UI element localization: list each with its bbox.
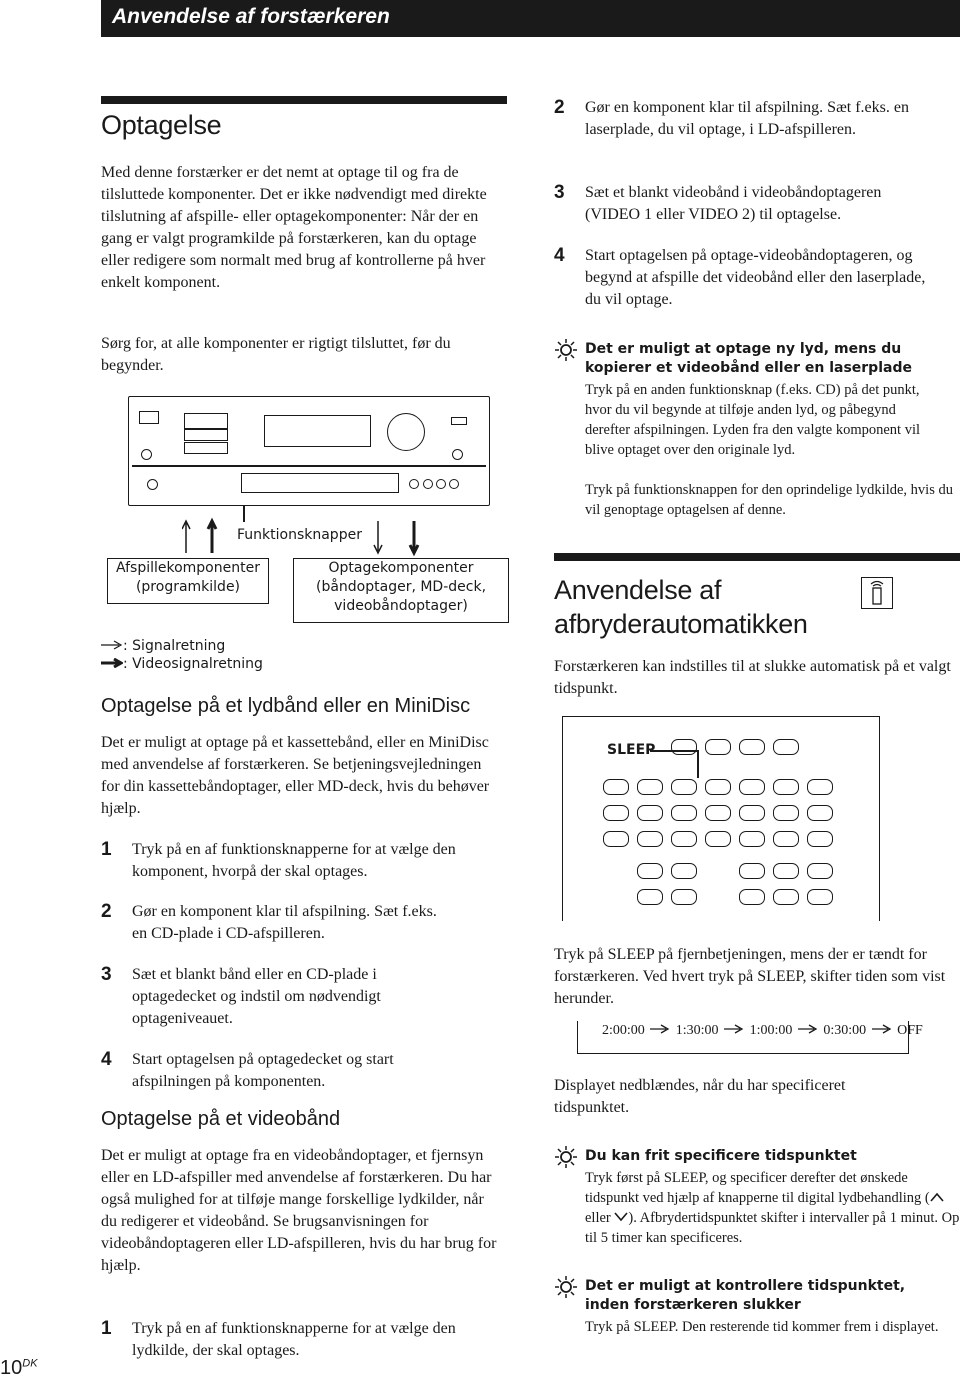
indicator [451, 417, 467, 425]
remote-glyph-icon [862, 578, 892, 608]
page-number [0, 1357, 38, 1380]
step-number: 2 [101, 901, 112, 922]
page-suffix: DK [22, 1357, 38, 1370]
step-text: Start optagelsen på optagedecket og start afspilningen på komponenten. [132, 1051, 394, 1090]
timer-sequence [602, 1023, 923, 1039]
page-header [101, 0, 960, 37]
section-title: Optagelse [101, 110, 222, 140]
step-number: 1 [101, 1318, 112, 1339]
receiver-illustration [128, 396, 490, 506]
remote-button [773, 805, 799, 821]
screw [452, 449, 463, 460]
jack [423, 479, 433, 489]
audio-body: Det er muligt at optage på et kassettebånd, eller en MiniDisc med anvendelse af forstærkeren. Se betjeningsvejledningen for din kassettebåndoptager, eller MD-deck, hvis du behøver hjælp. [101, 734, 490, 817]
remote-icon [861, 577, 893, 609]
arrow-right-icon [648, 1024, 672, 1034]
headphone-jack [147, 479, 158, 490]
remote-button [773, 831, 799, 847]
time-value: 0:30:00 [823, 1023, 867, 1038]
remote-button [807, 805, 833, 821]
sleep-after: Displayet nedblændes, når du har specificeret tidspunktet. [554, 1077, 846, 1116]
remote-button [603, 831, 629, 847]
preset-buttons-row [184, 442, 228, 454]
audio-step-3 [101, 964, 501, 1030]
function-buttons-label: Funktionsknapper [237, 527, 362, 543]
playback-box [107, 558, 269, 604]
audio-title: Optagelse på et lydbånd eller en MiniDisc [101, 695, 471, 717]
tip-body-2: Tryk på funktionsknappen for den oprindelige lydkilde, hvis du vil genoptage optagelsen af denne. [585, 482, 953, 518]
remote-button [739, 779, 765, 795]
remote-button [807, 779, 833, 795]
remote-illustration [562, 716, 880, 921]
tip-check-time [554, 1277, 954, 1357]
record-sub1: (båndoptager, MD-deck, [315, 579, 487, 595]
remote-button [739, 805, 765, 821]
remote-button [603, 805, 629, 821]
lightbulb-icon [554, 1275, 578, 1299]
legend-video-text: : Videosignalretning [123, 656, 263, 672]
remote-button [773, 863, 799, 879]
remote-button [671, 831, 697, 847]
step-text: Start optagelsen på optage-videobåndoptageren, og begynd at afspille det videobånd eller den laserplade, du vil optage. [585, 247, 926, 308]
step-number: 2 [554, 97, 565, 118]
record-label: Optagekomponenter [328, 560, 474, 576]
remote-button [773, 739, 799, 755]
preset-buttons-row [184, 429, 228, 441]
preset-buttons [184, 413, 228, 429]
step-text: Tryk på en af funktionsknapperne for at vælge den lydkilde, der skal optages. [132, 1320, 456, 1359]
remote-button [671, 889, 697, 905]
remote-button [773, 779, 799, 795]
step-number: 3 [101, 964, 112, 985]
step-text: Gør en komponent klar til afspilning. Sæt f.eks. en laserplade, du vil optage, i LD-afspilleren. [585, 99, 909, 138]
legend-video [101, 656, 263, 672]
video-step-4 [554, 245, 934, 311]
step-text: Gør en komponent klar til afspilning. Sæt f.eks. en CD-plade i CD-afspilleren. [132, 903, 437, 942]
display-window [264, 415, 371, 447]
screw [141, 449, 152, 460]
remote-button [705, 805, 731, 821]
time-value: 2:00:00 [602, 1023, 645, 1038]
power-button [139, 411, 159, 424]
intro-paragraph: Med denne forstærker er det nemt at optage til og fra de tilsluttede komponenter. Det er ikke nødvendigt med direkte tilslutning af afspille- eller optagekomponenter: Når der en gang er valgt programkilde på forstærkeren, kan du optage eller redigere som normalt med brug af kontrollerne på hver enkelt komponent. [101, 164, 487, 291]
jack [449, 479, 459, 489]
legend-signal-text: : Signalretning [123, 638, 226, 654]
arrow-right-icon [722, 1024, 746, 1034]
time-value: 1:00:00 [749, 1023, 793, 1038]
tip-title: Det er muligt at optage ny lyd, mens du kopierer et videobånd eller en laserplade [585, 341, 912, 376]
remote-button [807, 889, 833, 905]
lightbulb-icon [554, 1145, 578, 1169]
arrow-right-icon [870, 1024, 894, 1034]
tip-body: Tryk på SLEEP. Den resterende tid kommer frem i displayet. [585, 1319, 939, 1335]
step-number: 4 [101, 1049, 112, 1070]
chevron-down-icon [614, 1212, 628, 1222]
chevron-up-icon [930, 1192, 944, 1202]
remote-button [705, 831, 731, 847]
remote-button [671, 863, 697, 879]
jack [409, 479, 419, 489]
remote-button [637, 779, 663, 795]
video-arrow-icon [101, 658, 123, 668]
remote-button [739, 831, 765, 847]
legend-signal [101, 638, 225, 654]
header-title: Anvendelse af forstærkeren [112, 5, 390, 28]
note-paragraph: Sørg for, at alle komponenter er rigtigt tilsluttet, før du begynder. [101, 335, 451, 374]
audio-step-2 [101, 901, 501, 945]
sleep-label: SLEEP [607, 742, 656, 758]
tip-body-mid: eller [585, 1210, 615, 1226]
audio-step-4 [101, 1049, 501, 1093]
sleep-intro: Forstærkeren kan indstilles til at slukke automatisk på et valgt tidspunkt. [554, 658, 951, 697]
time-value: OFF [897, 1023, 923, 1038]
signal-arrow-icon [101, 640, 123, 650]
remote-button [671, 805, 697, 821]
remote-button [807, 831, 833, 847]
remote-button [739, 863, 765, 879]
remote-button [773, 889, 799, 905]
remote-button [671, 739, 697, 755]
remote-button [671, 779, 697, 795]
tip-body-a: Tryk først på SLEEP, og specificer derefter det ønskede tidspunkt ved hjælp af knapperne til digital lydbehandling ( [585, 1170, 930, 1206]
tip-new-sound [554, 340, 954, 520]
function-buttons [241, 473, 399, 493]
tip-title: Du kan frit specificere tidspunktet [585, 1148, 857, 1164]
tip-body-b: ). Afbrydertidspunktet skifter i intervaller på 1 minut. Op til 5 timer kan specificeres. [585, 1210, 960, 1246]
sleep-title: Anvendelse af afbryderautomatikken [554, 575, 808, 639]
tip-body: Tryk på en anden funktionsknap (f.eks. CD) på det punkt, hvor du vil begynde at tilføje anden lyd, og påbegynd derefter afspilningen. Lyden fra den valgte komponent vil blive optaget over den originale lyd. [585, 382, 921, 458]
playback-sub: (programkilde) [135, 579, 241, 595]
playback-label: Afspillekomponenter [116, 560, 260, 576]
video-step-3 [554, 182, 934, 226]
remote-button [807, 863, 833, 879]
remote-button [637, 863, 663, 879]
tip-title: Det er muligt at kontrollere tidspunktet, inden forstærkeren slukker [585, 1278, 906, 1313]
remote-button [705, 779, 731, 795]
step-text: Sæt et blankt videobånd i videobåndoptageren (VIDEO 1 eller VIDEO 2) til optagelse. [585, 184, 882, 223]
panel-divider [132, 465, 486, 467]
page-number-value: 10 [0, 1357, 23, 1379]
step-number: 3 [554, 182, 565, 203]
jack [436, 479, 446, 489]
volume-knob [387, 413, 425, 451]
time-value: 1:30:00 [675, 1023, 719, 1038]
sleep-body: Tryk på SLEEP på fjernbetjeningen, mens der er tændt for forstærkeren. Ved hvert tryk på SLEEP, skifter tiden som vist herunder. [554, 946, 946, 1007]
tip-body [585, 1168, 960, 1248]
video-step-2 [554, 97, 934, 163]
video-body: Det er muligt at optage fra en videobåndoptager, et fjernsyn eller en LD-afspiller med anvendelse af forstærkeren. Du har også mulighed for at tilføje mange forskellige lydkilder, når du redigerer et videobånd. Se brugsanvisningen for videobåndoptageren eller LD-afspilleren, hvis du har brug for hjælp. [101, 1147, 497, 1274]
section-rule [101, 96, 507, 104]
remote-button [637, 889, 663, 905]
remote-button [739, 739, 765, 755]
audio-step-1 [101, 839, 501, 883]
record-sub2: videobåndoptager) [334, 598, 468, 614]
arrow-right-icon [796, 1024, 820, 1034]
lightbulb-icon [554, 338, 578, 362]
video-step-1 [101, 1318, 501, 1362]
step-text: Tryk på en af funktionsknapperne for at vælge den komponent, hvorpå der skal optages. [132, 841, 456, 880]
remote-button [603, 779, 629, 795]
remote-button [637, 831, 663, 847]
step-number: 1 [101, 839, 112, 860]
remote-button [705, 739, 731, 755]
step-number: 4 [554, 245, 565, 266]
tip-free-time [554, 1147, 960, 1257]
callout-line [243, 506, 245, 522]
remote-button [739, 889, 765, 905]
step-text: Sæt et blankt bånd eller en CD-plade i optagedecket og indstil om nødvendigt optageniveauet. [132, 966, 381, 1027]
record-box [293, 558, 509, 623]
remote-button [637, 805, 663, 821]
video-title: Optagelse på et videobånd [101, 1108, 341, 1130]
sleep-rule [554, 553, 960, 561]
